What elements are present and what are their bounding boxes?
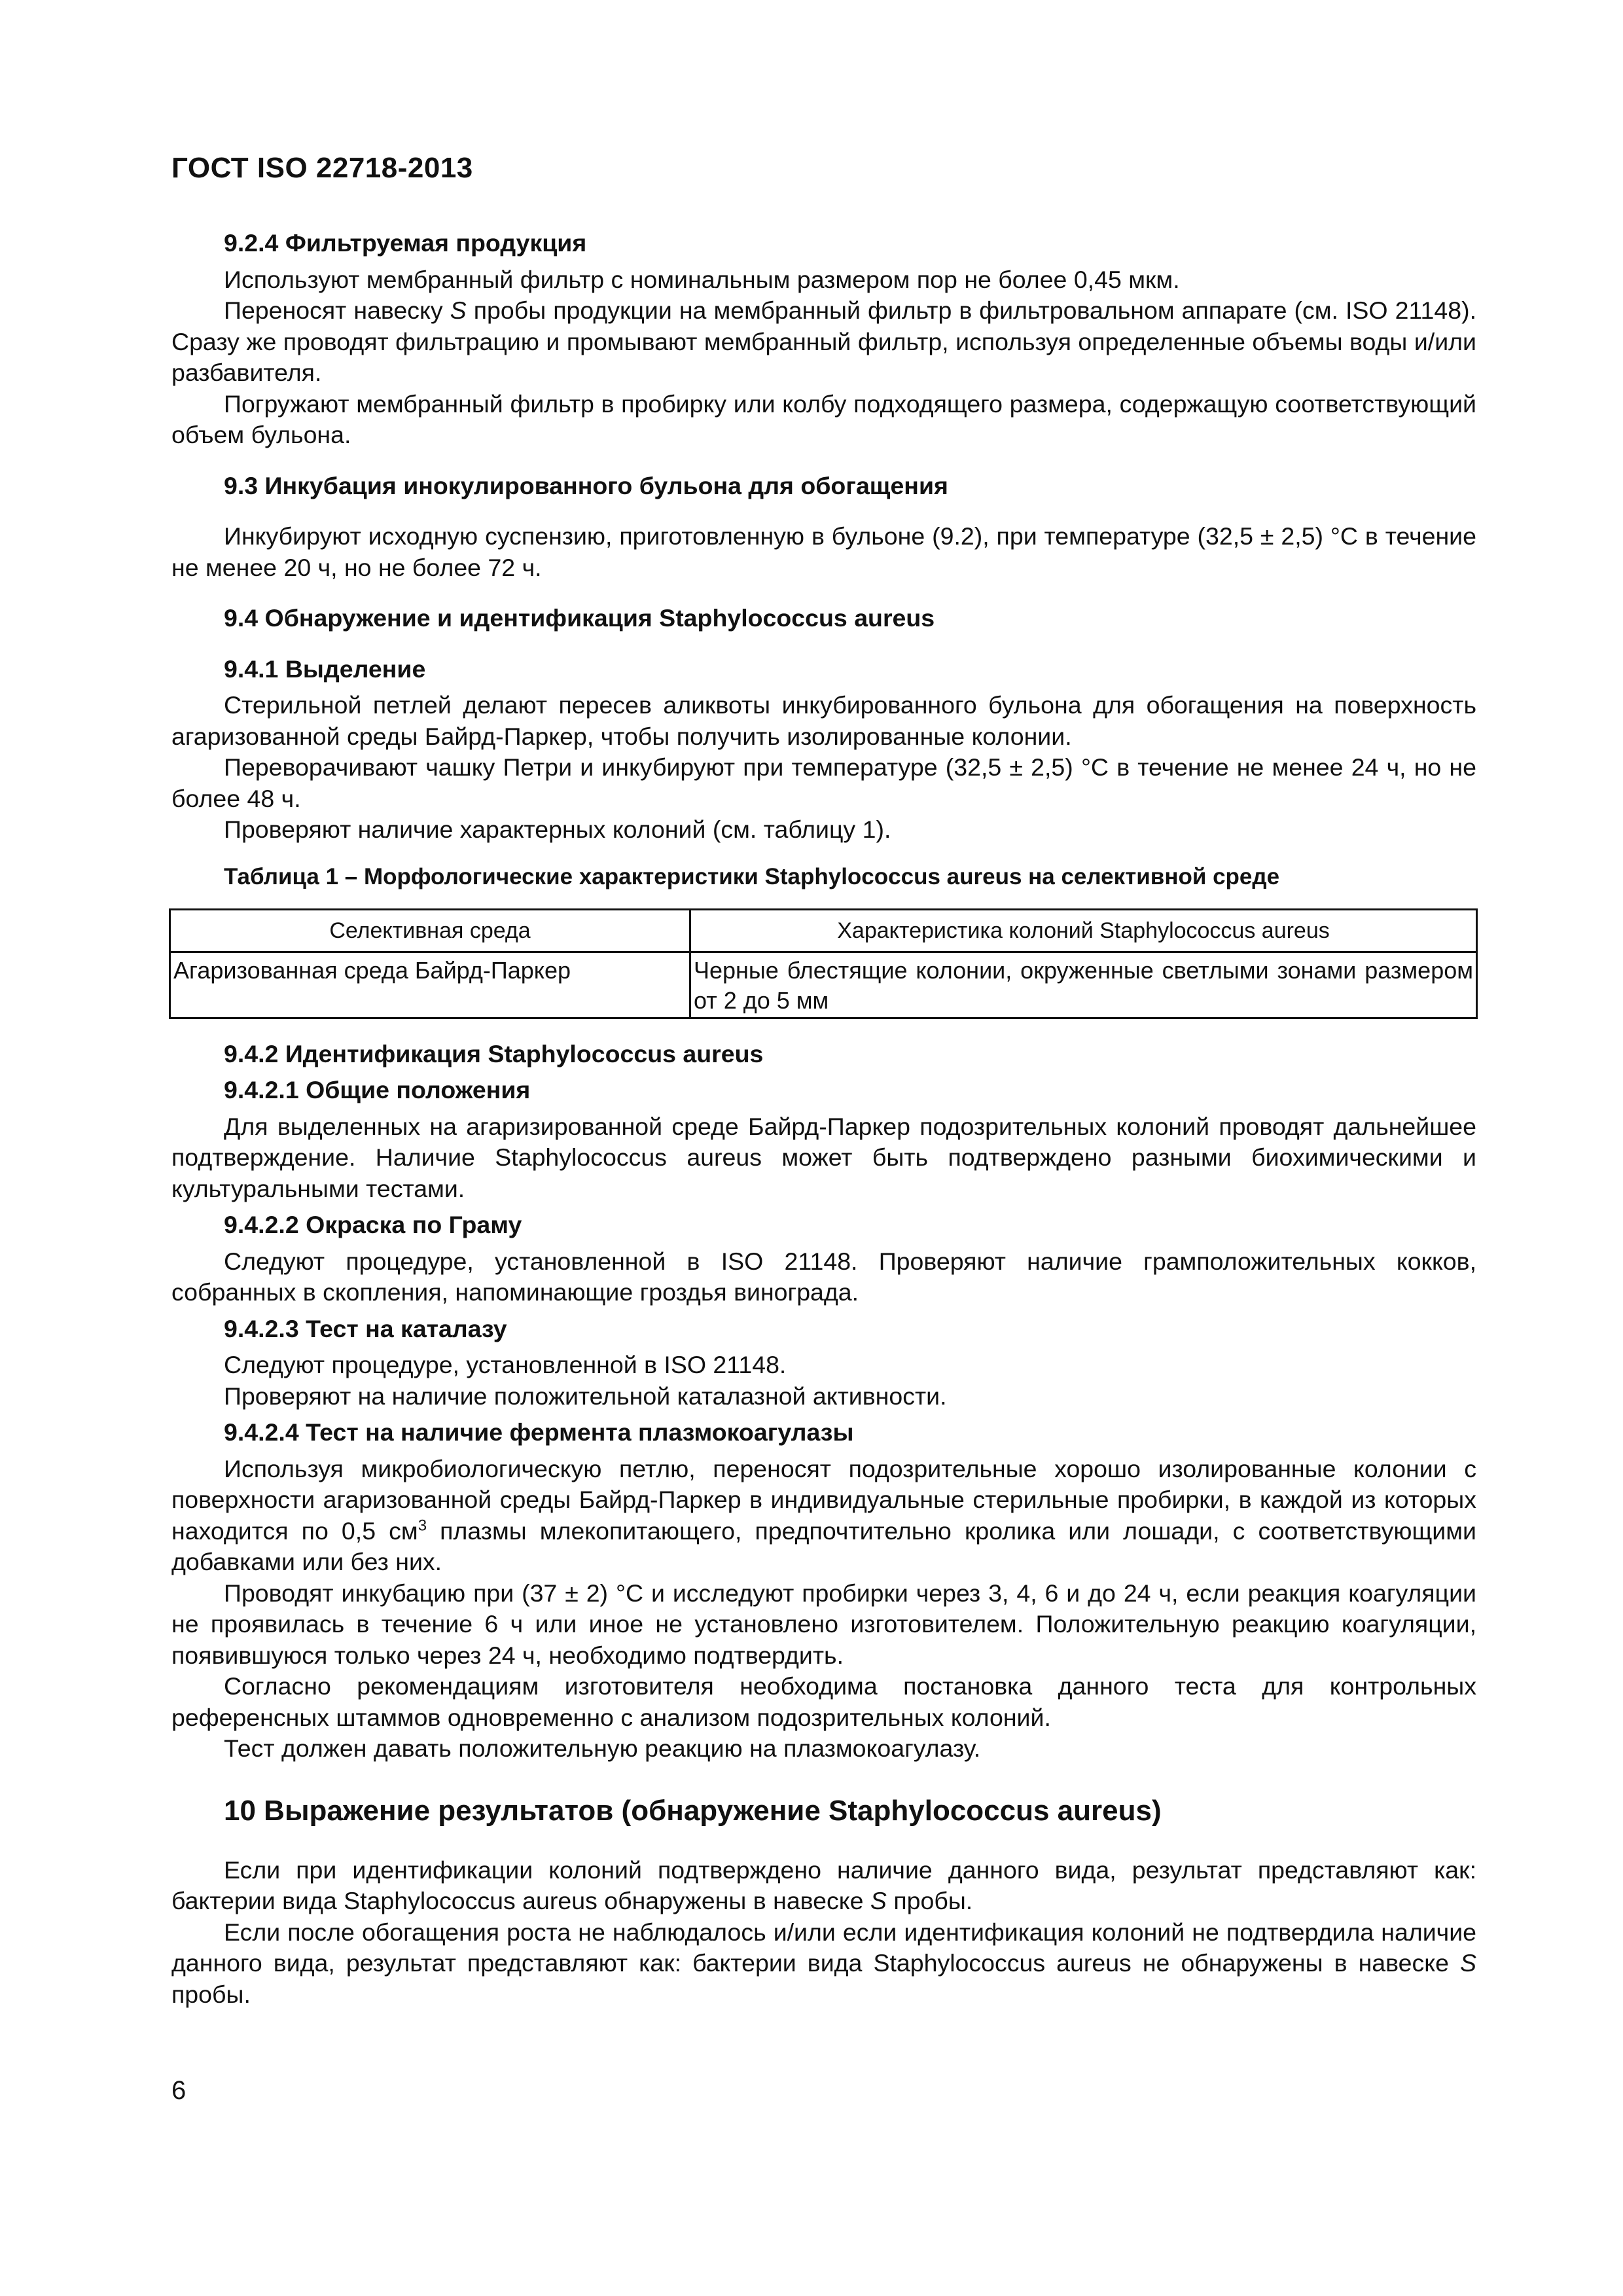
section-9-3-title: 9.3 Инкубация инокулированного бульона для обогащения	[224, 471, 948, 499]
superscript: 3	[418, 1516, 427, 1534]
section-9-4-1-paragraph-2: Переворачивают чашку Петри и инкубируют при температуре (32,5 ± 2,5) °С в течение не менее 24 ч, но не более 48 ч.	[171, 753, 1476, 812]
section-9-2-4-title: 9.2.4 Фильтруемая продукция	[224, 229, 587, 257]
table-cell: Черные блестящие колонии, окруженные светлыми зонами размером от 2 до 5 мм	[690, 952, 1477, 1018]
section-9-3-paragraph-1: Инкубируют исходную суспензию, приготовленную в бульоне (9.2), при температуре (32,5 ± 2,5) °С в течение не менее 20 ч, но не более 72 ч.	[171, 522, 1476, 581]
section-9-4-2-4-paragraph-1	[171, 1454, 1476, 1578]
section-9-4-2-4-paragraph-4: Тест должен давать положительную реакцию на плазмокоагулазу.	[224, 1734, 981, 1762]
variable-s: S	[1459, 1949, 1476, 1977]
section-9-4-2-title: 9.4.2 Идентификация Staphylococcus aureus	[224, 1039, 764, 1067]
table-header-cell: Селективная среда	[170, 909, 690, 952]
section-9-4-1-paragraph-1: Стерильной петлей делают пересев аликвоты инкубированного бульона для обогащения на поверхность агаризованной среды Байрд-Паркер, чтобы получить изолированные колонии.	[171, 691, 1476, 750]
text-run: Если при идентификации колоний подтверждено наличие данного вида, результат представляют как: бактерии вида Staphylococcus aureus обнаружены в навеске	[171, 1856, 1476, 1914]
section-10-paragraph-1	[171, 1855, 1476, 1917]
section-9-4-2-3-paragraph-2: Проверяют на наличие положительной каталазной активности.	[224, 1382, 947, 1410]
section-9-4-2-1-title: 9.4.2.1 Общие положения	[224, 1076, 531, 1103]
table-header-cell: Характеристика колоний Staphylococcus aureus	[690, 909, 1477, 952]
section-9-2-4-paragraph-2	[171, 295, 1476, 389]
section-9-4-2-3-paragraph-1: Следуют процедуре, установленной в ISO 21148.	[224, 1351, 787, 1378]
variable-s: S	[870, 1887, 887, 1914]
text-run: Если после обогащения роста не наблюдалось и/или если идентификация колоний не подтвердила наличие данного вида, результат представляют как: бактерии вида Staphylococcus aureus не обнаружены в навеске	[171, 1918, 1476, 1977]
text-run: пробы продукции на мембранный фильтр в фильтровальном аппарате (см. ISO 21148). Сразу же проводят фильтрацию и промывают мембранный фильтр, используя определенные объемы воды и/или разбавителя.	[171, 296, 1477, 386]
text-run: пробы.	[171, 1980, 251, 2008]
section-9-4-2-4-title: 9.4.2.4 Тест на наличие фермента плазмокоагулазы	[224, 1418, 854, 1446]
variable-s: S	[450, 296, 467, 324]
document-header: ГОСТ ISO 22718-2013	[171, 152, 473, 184]
table-header-row	[170, 909, 1477, 952]
table-row	[170, 952, 1477, 1018]
section-9-4-2-1-paragraph: Для выделенных на агаризированной среде Байрд-Паркер подозрительных колоний проводят дальнейшее подтверждение. Наличие Staphylococcus aureus может быть подтверждено разными биохимическими и культуральными тестами.	[171, 1112, 1476, 1202]
section-9-4-1-paragraph-3: Проверяют наличие характерных колоний (см. таблицу 1).	[224, 816, 891, 843]
section-9-4-2-4-paragraph-3: Согласно рекомендациям изготовителя необходима постановка данного теста для контрольных референсных штаммов одновременно с анализом подозрительных колоний.	[171, 1672, 1476, 1731]
document-body	[171, 228, 1476, 2010]
text-run: Используя микробиологическую петлю, переносят подозрительные хорошо изолированные колонии с поверхности агаризованной среды Байрд-Паркер в индивидуальные стерильные пробирки, в каждой из которых находится по 0,5 см	[171, 1454, 1476, 1545]
page-number: 6	[171, 2076, 187, 2105]
table-1	[169, 908, 1478, 1019]
table-1-caption: Таблица 1 – Морфологические характеристики Staphylococcus aureus на селективной среде	[224, 863, 1280, 889]
table-cell: Агаризованная среда Байрд-Паркер	[170, 952, 690, 1018]
text-run: пробы.	[886, 1887, 973, 1914]
section-9-4-title: 9.4 Обнаружение и идентификация Staphylococcus aureus	[224, 604, 935, 632]
section-9-4-2-3-title: 9.4.2.3 Тест на каталазу	[224, 1314, 507, 1342]
section-9-4-2-2-paragraph: Следуют процедуре, установленной в ISO 21148. Проверяют наличие грамположительных кокков, собранных в скопления, напоминающие гроздья винограда.	[171, 1247, 1476, 1306]
section-10-paragraph-2	[171, 1917, 1476, 2011]
text-run: Переносят навеску	[224, 296, 450, 324]
section-9-4-2-4-paragraph-2: Проводят инкубацию при (37 ± 2) °С и исследуют пробирки через 3, 4, 6 и до 24 ч, если реакция коагуляции не проявилась в течение 6 ч или иное не установлено изготовителем. Положительную реакцию коагуляции, появившуюся только через 24 ч, необходимо подтвердить.	[171, 1579, 1476, 1669]
section-9-2-4-paragraph-3: Погружают мембранный фильтр в пробирку или колбу подходящего размера, содержащую соответствующий объем бульона.	[171, 389, 1476, 448]
section-10-title: 10 Выражение результатов (обнаружение Staphylococcus aureus)	[224, 1794, 1162, 1827]
section-9-4-1-title: 9.4.1 Выделение	[224, 655, 426, 683]
section-9-2-4-paragraph-1: Используют мембранный фильтр с номинальным размером пор не более 0,45 мкм.	[224, 265, 1180, 293]
section-9-4-2-2-title: 9.4.2.2 Окраска по Граму	[224, 1211, 522, 1238]
text-run: плазмы млекопитающего, предпочтительно кролика или лошади, с соответствующими добавками или без них.	[171, 1516, 1476, 1575]
